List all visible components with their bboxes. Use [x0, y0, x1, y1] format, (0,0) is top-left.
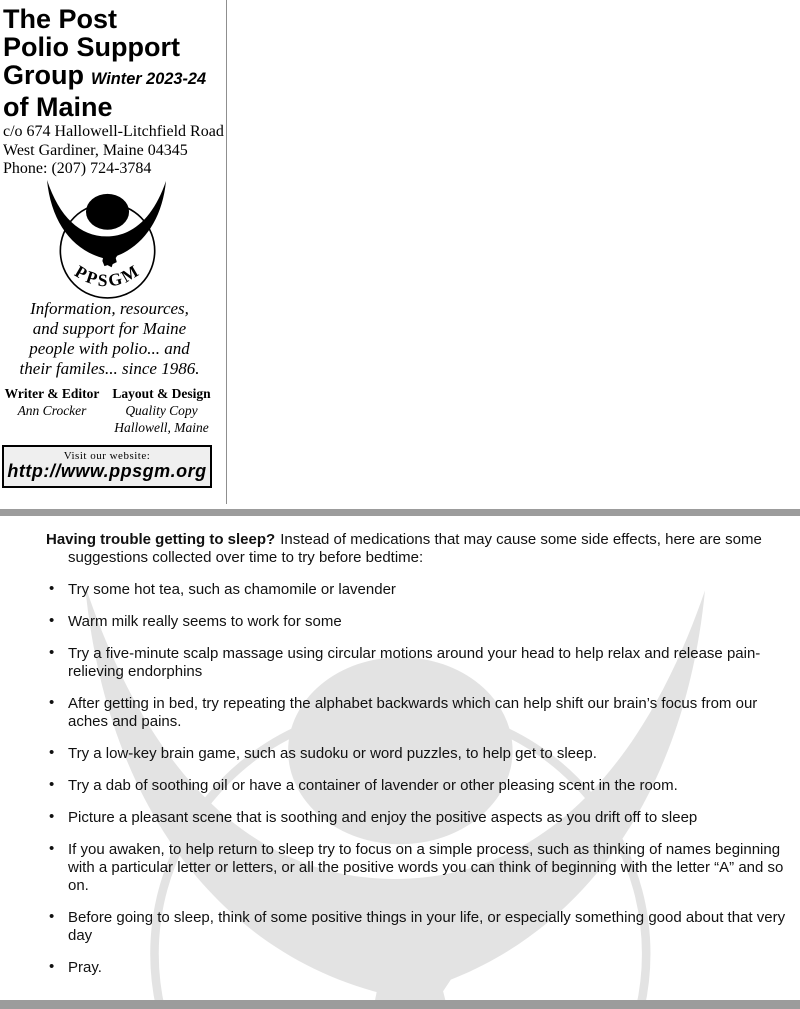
- newsletter-title: [3, 5, 225, 121]
- phone-line: Phone: (207) 724-3784: [3, 160, 152, 177]
- address-line-2: West Gardiner, Maine 04345: [3, 141, 188, 159]
- layout-credit: [104, 385, 219, 436]
- list-item: • Try a low-key brain game, such as sudoku or word puzzles, to help get to sleep.: [46, 745, 790, 763]
- title-word-group: Group: [3, 60, 84, 90]
- lead-heading: Having trouble getting to sleep?: [46, 531, 276, 548]
- credits: [0, 385, 219, 436]
- tips-list: [46, 581, 790, 977]
- list-item: • After getting in bed, try repeating the alphabet backwards which can help shift our brain’s focus from our aches and pains.: [46, 695, 790, 731]
- tagline-line-4: their familes... since 1986.: [19, 359, 200, 378]
- website-box: [2, 445, 212, 488]
- tagline-line-2: and support for Maine: [32, 319, 187, 338]
- writer-credit: [0, 385, 104, 436]
- lead-text: Instead of medications that may cause some side effects, here are some suggestions collected over time to try before bedtime:: [68, 531, 762, 566]
- title-line-1: The Post: [3, 4, 118, 34]
- bottom-bar: [0, 1000, 800, 1009]
- section-divider-bar: [0, 509, 800, 516]
- list-item: • Try some hot tea, such as chamomile or lavender: [46, 581, 790, 599]
- issue-label: Winter 2023-24: [91, 69, 207, 88]
- list-item: • Warm milk really seems to work for some: [46, 613, 790, 631]
- writer-name: Ann Crocker: [17, 403, 87, 418]
- tagline: [0, 299, 219, 379]
- layout-name: Quality Copy: [125, 403, 198, 418]
- tagline-line-1: Information, resources,: [30, 299, 189, 318]
- title-line-3: [3, 61, 225, 93]
- list-item: • Try a dab of soothing oil or have a container of lavender or other pleasing scent in the room.: [46, 777, 790, 795]
- vertical-divider: [226, 0, 227, 504]
- ppsgm-logo: [46, 180, 167, 299]
- mailing-address: [3, 123, 225, 179]
- layout-label: Layout & Design: [112, 386, 211, 401]
- list-item: • Before going to sleep, think of some positive things in your life, or especially something good about that very day: [46, 909, 790, 945]
- title-line-4: of Maine: [3, 92, 113, 122]
- layout-location: Hallowell, Maine: [114, 420, 209, 435]
- ppsgm-logo-icon: [46, 180, 167, 299]
- address-line-1: c/o 674 Hallowell-Litchfield Road: [3, 123, 224, 140]
- list-item: • Pray.: [46, 959, 790, 977]
- website-label: Visit our website:: [63, 450, 151, 462]
- list-item: • If you awaken, to help return to sleep try to focus on a simple process, such as thinking of names beginning with a particular letter or letters, or all the positive words you can think of beginning with the letter “A” and so on.: [46, 841, 790, 895]
- masthead: [0, 0, 226, 504]
- website-url: http://www.ppsgm.org: [7, 461, 207, 481]
- list-item: • Try a five-minute scalp massage using circular motions around your head to help relax and release pain-relieving endorphins: [46, 645, 790, 681]
- list-item: • Picture a pleasant scene that is soothing and enjoy the positive aspects as you drift off to sleep: [46, 809, 790, 827]
- title-line-2: Polio Support: [3, 32, 180, 62]
- sleep-tips-article: [46, 531, 790, 991]
- lead-paragraph: [46, 531, 790, 567]
- tagline-line-3: people with polio... and: [29, 339, 190, 358]
- writer-label: Writer & Editor: [4, 386, 100, 401]
